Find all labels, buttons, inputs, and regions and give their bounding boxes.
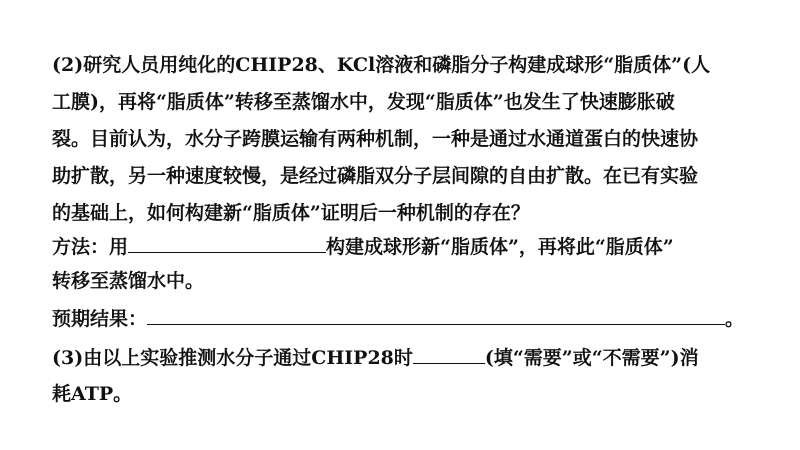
part2-line-3 [52,125,698,153]
part3-line-2 [52,380,132,408]
part2-line-5 [52,199,530,227]
part2-text-4: 助扩散，另一种速度较慢，是经过磷脂双分子层间隙的自由扩散。在已有实验 [52,165,699,187]
method-prefix: 方法：用 [52,236,129,258]
part3-prefix: (3)由以上实验推测水分子通过CHIP28时 [52,347,413,369]
part2-text-2: 工膜)，再将“脂质体”转移至蒸馏水中，发现“脂质体”也发生了快速膨胀破 [52,91,675,113]
part2-line-2 [52,88,675,116]
part2-line-1 [52,51,710,79]
part3-answer-blank[interactable] [413,343,485,364]
method-answer-blank[interactable] [128,232,326,253]
expected-result-prefix: 预期结果： [52,308,148,330]
expected-result-line [52,304,744,332]
method-line [52,232,674,260]
expected-result-blank[interactable] [147,304,725,325]
part3-line-1 [52,343,699,371]
method-line-2 [52,267,204,295]
part2-text-3: 裂。目前认为，水分子跨膜运输有两种机制，一种是通过水通道蛋白的快速协 [52,128,699,150]
method-text-2: 转移至蒸馏水中。 [52,270,205,292]
part3-suffix: (填“需要”或“不需要”)消 [484,347,699,369]
part2-text-1: (2)研究人员用纯化的CHIP28、KCl溶液和磷脂分子构建成球形“脂质体”(人 [52,54,711,76]
part2-line-4 [52,162,698,190]
expected-result-suffix: 。 [725,308,745,330]
part3-text-2: 耗ATP。 [52,383,133,405]
method-suffix: 构建成球形新“脂质体”，再将此“脂质体” [326,236,674,258]
part2-text-5: 的基础上，如何构建新“脂质体”证明后一种机制的存在？ [52,202,530,224]
